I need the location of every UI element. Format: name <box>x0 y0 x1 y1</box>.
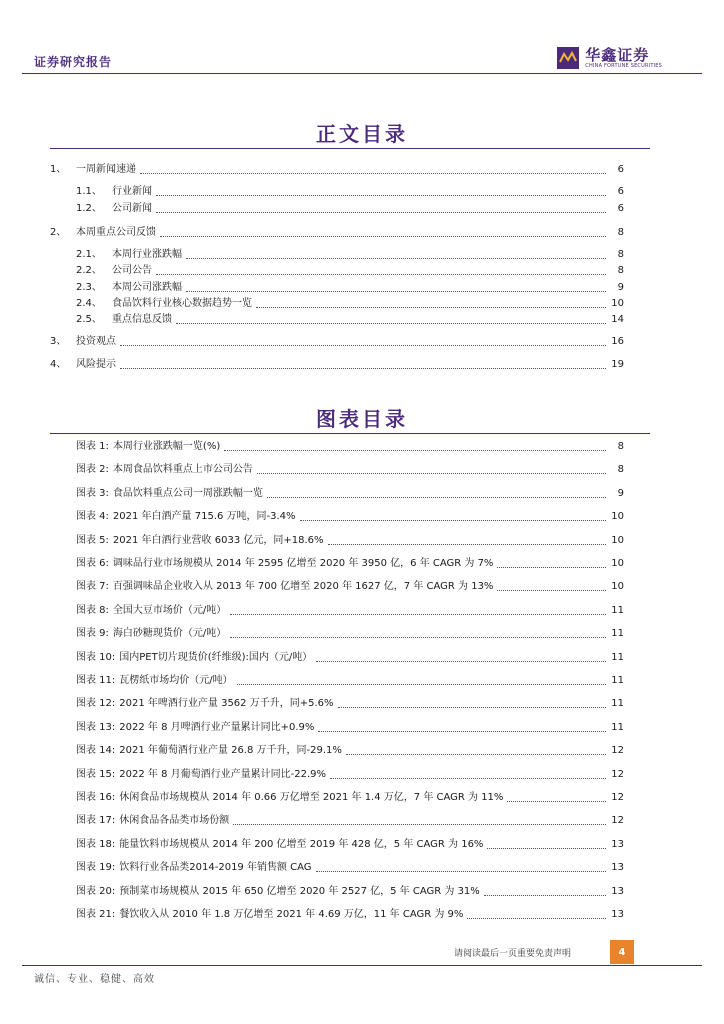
toc-entry-title: 风险提示 <box>76 359 116 370</box>
figure-entry[interactable] <box>76 578 624 594</box>
figure-entry[interactable] <box>76 485 624 501</box>
figure-entry-page: 11 <box>611 605 624 616</box>
figure-entry-label: 图表 13: <box>76 722 116 733</box>
toc-entry-title: 公司新闻 <box>112 203 152 214</box>
toc-entry-number: 1.1、 <box>76 186 102 197</box>
footer-slogan: 诚信、专业、稳健、高效 <box>34 974 155 985</box>
figure-entry-page: 10 <box>611 581 624 592</box>
figure-entry-title: 海白砂糖现货价（元/吨） <box>112 628 227 639</box>
figure-entry-label: 图表 2: <box>76 464 109 475</box>
figure-entry-page: 11 <box>611 698 624 709</box>
figure-leader-dots <box>497 589 606 591</box>
toc-entry-page: 9 <box>617 282 624 293</box>
figure-entry[interactable] <box>76 836 624 852</box>
header-divider <box>22 73 702 74</box>
toc-entry[interactable] <box>50 333 624 349</box>
figure-entry-page: 13 <box>611 862 624 873</box>
toc-entry-number: 1.2、 <box>76 203 102 214</box>
figure-entry[interactable] <box>76 508 624 524</box>
figure-entry-label: 图表 20: <box>76 886 116 897</box>
figure-entry-page: 13 <box>611 839 624 850</box>
page-number: 4 <box>610 940 634 964</box>
figure-entry-title: 餐饮收入从 2010 年 1.8 万亿增至 2021 年 4.69 万亿，11 年 CAGR 为 9% <box>119 909 464 920</box>
figure-leader-dots <box>328 543 606 545</box>
figure-entry-page: 11 <box>611 722 624 733</box>
figure-leader-dots <box>233 823 606 825</box>
toc-entry[interactable] <box>76 295 624 311</box>
report-type-label: 证券研究报告 <box>34 55 113 69</box>
figure-entry-label: 图表 4: <box>76 511 109 522</box>
toc-entry-page: 14 <box>611 314 624 325</box>
toc-leader-dots <box>256 306 606 308</box>
figure-entry-page: 12 <box>611 815 624 826</box>
figure-entry-title: 2022 年 8 月葡萄酒行业产量累计同比-22.9% <box>119 769 327 780</box>
figure-entry-label: 图表 1: <box>76 441 109 452</box>
figure-entry[interactable] <box>76 438 624 454</box>
toc-entry[interactable] <box>50 356 624 372</box>
figure-entry-label: 图表 17: <box>76 815 116 826</box>
toc-entry-number: 2.3、 <box>76 282 102 293</box>
figure-entry-title: 食品饮料重点公司一周涨跌幅一览 <box>112 488 263 499</box>
figure-entry-title: 2022 年 8 月啤酒行业产量累计同比+0.9% <box>119 722 315 733</box>
figure-leader-dots <box>316 660 606 662</box>
figure-list-title: 图表目录 <box>316 407 408 431</box>
figure-entry[interactable] <box>76 625 624 641</box>
toc-title: 正文目录 <box>316 122 408 146</box>
toc-leader-dots <box>120 367 606 369</box>
toc-leader-dots <box>156 211 606 213</box>
toc-entry-title: 本周公司涨跌幅 <box>112 282 182 293</box>
toc-entry-number: 2、 <box>50 227 67 238</box>
toc-entry[interactable] <box>50 161 624 177</box>
figure-entry-label: 图表 5: <box>76 535 109 546</box>
figure-entry-title: 本周行业涨跌幅一览(%) <box>112 441 221 452</box>
toc-entry-title: 行业新闻 <box>112 186 152 197</box>
toc-leader-dots <box>160 235 606 237</box>
figure-entry-label: 图表 18: <box>76 839 116 850</box>
toc-entry-number: 2.1、 <box>76 249 102 260</box>
logo-mark-icon <box>557 47 579 69</box>
figure-entry-label: 图表 7: <box>76 581 109 592</box>
toc-entry-title: 公司公告 <box>112 265 152 276</box>
toc-entry[interactable] <box>76 200 624 216</box>
toc-entry-page: 6 <box>617 164 624 175</box>
company-logo <box>557 46 662 70</box>
figure-leader-dots <box>338 706 607 708</box>
figure-entry-label: 图表 15: <box>76 769 116 780</box>
figure-entry-page: 12 <box>611 745 624 756</box>
footer-divider <box>22 965 702 966</box>
figure-entry[interactable] <box>76 859 624 875</box>
toc-entry-page: 19 <box>611 359 624 370</box>
figure-entry[interactable] <box>76 555 624 571</box>
figure-leader-dots <box>507 800 606 802</box>
figure-entry[interactable] <box>76 461 624 477</box>
figure-entry-label: 图表 10: <box>76 652 116 663</box>
figure-entry[interactable] <box>76 532 624 548</box>
figure-entry-title: 调味品行业市场规模从 2014 年 2595 亿增至 2020 年 3950 亿，6 年 CAGR 为 7% <box>112 558 494 569</box>
figure-entry-title: 国内PET切片现货价(纤维级):国内（元/吨） <box>119 652 313 663</box>
toc-entry-number: 2.4、 <box>76 298 102 309</box>
figure-leader-dots <box>267 496 606 498</box>
figure-leader-dots <box>484 894 606 896</box>
toc-entry-number: 2.5、 <box>76 314 102 325</box>
figure-leader-dots <box>346 753 606 755</box>
figure-entry-page: 9 <box>617 488 624 499</box>
toc-entry-title: 重点信息反馈 <box>112 314 172 325</box>
figure-entry-title: 饮料行业各品类2014-2019 年销售额 CAG <box>119 862 312 873</box>
figure-entry-page: 12 <box>611 792 624 803</box>
toc-leader-dots <box>186 257 606 259</box>
toc-entry[interactable] <box>76 246 624 262</box>
figure-entry-title: 2021 年葡萄酒行业产量 26.8 万千升，同-29.1% <box>119 745 342 756</box>
toc-entry[interactable] <box>76 279 624 295</box>
figure-leader-dots <box>224 449 606 451</box>
logo-name-en: CHINA FORTUNE SECURITIES <box>585 63 662 69</box>
figure-leader-dots <box>316 870 606 872</box>
toc-leader-dots <box>186 290 606 292</box>
figure-leader-dots <box>230 636 606 638</box>
toc-leader-dots <box>120 344 606 346</box>
figure-entry[interactable] <box>76 789 624 805</box>
figure-entry-title: 休闲食品市场规模从 2014 年 0.66 万亿增至 2021 年 1.4 万亿，7 年 CAGR 为 11% <box>119 792 504 803</box>
toc-entry[interactable] <box>50 224 624 240</box>
figure-title-underline <box>50 433 650 434</box>
figure-entry[interactable] <box>76 649 624 665</box>
toc-entry-page: 6 <box>617 186 624 197</box>
toc-entry-title: 本周重点公司反馈 <box>76 227 156 238</box>
figure-entry[interactable] <box>76 602 624 618</box>
figure-entry-title: 瓦楞纸市场均价（元/吨） <box>119 675 233 686</box>
toc-entry-title: 本周行业涨跌幅 <box>112 249 182 260</box>
figure-entry-label: 图表 3: <box>76 488 109 499</box>
toc-leader-dots <box>156 194 606 196</box>
toc-title-underline <box>50 148 650 149</box>
figure-entry-label: 图表 16: <box>76 792 116 803</box>
figure-entry-page: 12 <box>611 769 624 780</box>
toc-leader-dots <box>156 273 606 275</box>
logo-name-cn: 华鑫证券 <box>585 46 650 64</box>
figure-entry-page: 11 <box>611 675 624 686</box>
figure-entry[interactable] <box>76 695 624 711</box>
figure-entry-title: 百强调味品企业收入从 2013 年 700 亿增至 2020 年 1627 亿，7 年 CAGR 为 13% <box>112 581 494 592</box>
toc-leader-dots <box>140 172 606 174</box>
figure-entry-title: 全国大豆市场价（元/吨） <box>112 605 227 616</box>
figure-entry[interactable] <box>76 766 624 782</box>
disclaimer-note: 请阅读最后一页重要免责声明 <box>454 949 572 959</box>
figure-entry-page: 8 <box>617 464 624 475</box>
figure-entry[interactable] <box>76 906 624 922</box>
figure-entry-title: 2021 年啤酒行业产量 3562 万千升，同+5.6% <box>119 698 334 709</box>
toc-entry-page: 6 <box>617 203 624 214</box>
toc-entry-page: 8 <box>617 249 624 260</box>
figure-entry-title: 2021 年白酒产量 715.6 万吨，同-3.4% <box>112 511 296 522</box>
figure-entry-label: 图表 9: <box>76 628 109 639</box>
figure-leader-dots <box>497 566 606 568</box>
figure-entry-label: 图表 14: <box>76 745 116 756</box>
figure-entry-page: 10 <box>611 558 624 569</box>
figure-leader-dots <box>257 472 606 474</box>
toc-entry-title: 一周新闻速递 <box>76 164 136 175</box>
figure-entry-title: 本周食品饮料重点上市公司公告 <box>112 464 253 475</box>
figure-entry[interactable] <box>76 883 624 899</box>
figure-entry-label: 图表 19: <box>76 862 116 873</box>
toc-entry-number: 1、 <box>50 164 67 175</box>
figure-leader-dots <box>467 917 606 919</box>
figure-entry-page: 10 <box>611 535 624 546</box>
figure-leader-dots <box>237 683 606 685</box>
toc-entry-title: 投资观点 <box>76 336 116 347</box>
figure-entry-label: 图表 21: <box>76 909 116 920</box>
figure-leader-dots <box>487 847 606 849</box>
toc-entry-number: 2.2、 <box>76 265 102 276</box>
figure-entry-title: 2021 年白酒行业营收 6033 亿元，同+18.6% <box>112 535 324 546</box>
figure-entry-title: 休闲食品各品类市场份额 <box>119 815 230 826</box>
toc-entry-page: 8 <box>617 227 624 238</box>
figure-entry[interactable] <box>76 742 624 758</box>
toc-entry-page: 10 <box>611 298 624 309</box>
toc-entry-number: 3、 <box>50 336 67 347</box>
figure-leader-dots <box>318 730 606 732</box>
toc-entry-page: 16 <box>611 336 624 347</box>
toc-entry-title: 食品饮料行业核心数据趋势一览 <box>112 298 252 309</box>
toc-entry-number: 4、 <box>50 359 67 370</box>
page-header <box>22 44 702 74</box>
toc-entry[interactable] <box>76 183 624 199</box>
toc-entry-page: 8 <box>617 265 624 276</box>
figure-entry-label: 图表 11: <box>76 675 116 686</box>
figure-entry-page: 13 <box>611 886 624 897</box>
figure-entry-page: 11 <box>611 628 624 639</box>
figure-entry-title: 预制菜市场规模从 2015 年 650 亿增至 2020 年 2527 亿，5 年 CAGR 为 31% <box>119 886 480 897</box>
figure-entry-label: 图表 6: <box>76 558 109 569</box>
toc-entry[interactable] <box>76 262 624 278</box>
figure-entry[interactable] <box>76 719 624 735</box>
figure-entry-page: 13 <box>611 909 624 920</box>
figure-entry-label: 图表 8: <box>76 605 109 616</box>
figure-leader-dots <box>330 777 606 779</box>
figure-leader-dots <box>300 519 606 521</box>
toc-leader-dots <box>176 322 606 324</box>
figure-entry-page: 8 <box>617 441 624 452</box>
figure-entry[interactable] <box>76 672 624 688</box>
figure-entry[interactable] <box>76 812 624 828</box>
figure-entry-page: 11 <box>611 652 624 663</box>
figure-entry-page: 10 <box>611 511 624 522</box>
figure-entry-title: 能量饮料市场规模从 2014 年 200 亿增至 2019 年 428 亿，5 年 CAGR 为 16% <box>119 839 484 850</box>
figure-entry-label: 图表 12: <box>76 698 116 709</box>
figure-leader-dots <box>230 613 606 615</box>
toc-entry[interactable] <box>76 311 624 327</box>
